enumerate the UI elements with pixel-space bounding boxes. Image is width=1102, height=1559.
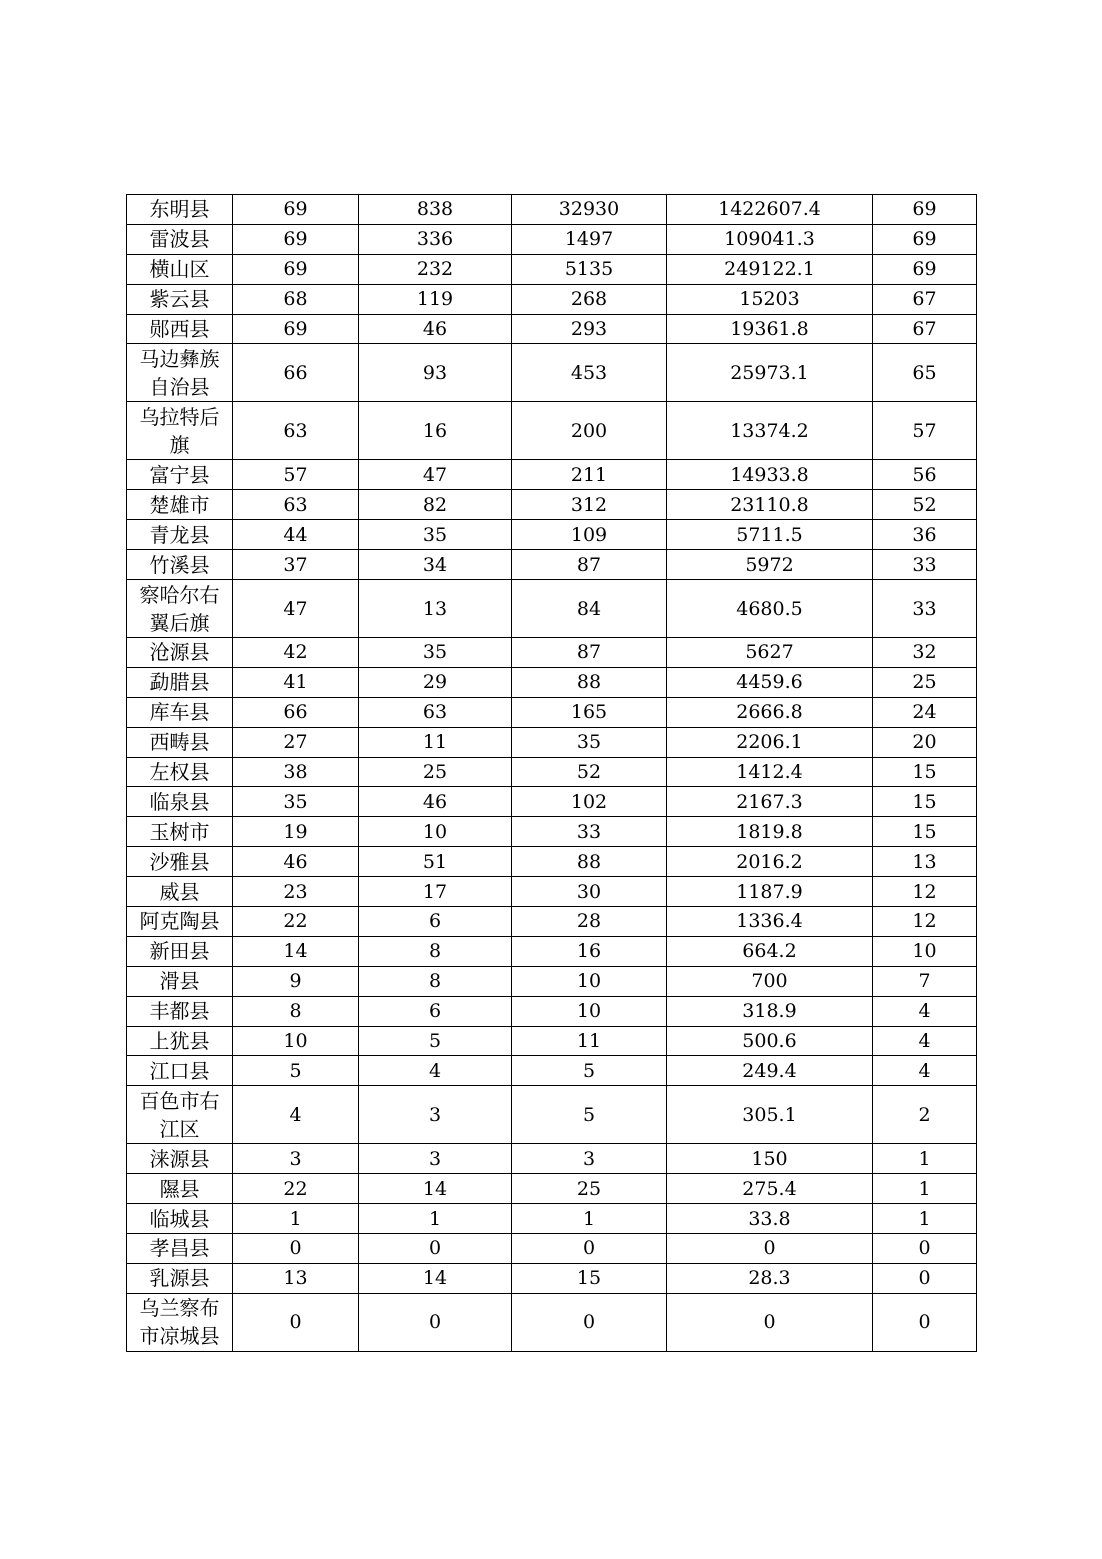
table-row bbox=[127, 460, 977, 490]
value-cell-c4: 2666.8 bbox=[667, 697, 873, 727]
county-name-cell: 新田县 bbox=[127, 936, 233, 966]
value-cell-c4: 150 bbox=[667, 1144, 873, 1174]
value-cell-c1: 0 bbox=[233, 1234, 359, 1264]
value-cell-c5: 69 bbox=[873, 195, 977, 225]
value-cell-c4: 664.2 bbox=[667, 936, 873, 966]
value-cell-c3: 0 bbox=[512, 1234, 667, 1264]
value-cell-c1: 22 bbox=[233, 1174, 359, 1204]
value-cell-c5: 13 bbox=[873, 847, 977, 877]
value-cell-c2: 34 bbox=[359, 550, 512, 580]
value-cell-c3: 268 bbox=[512, 284, 667, 314]
county-name-cell: 勐腊县 bbox=[127, 667, 233, 697]
value-cell-c2: 11 bbox=[359, 727, 512, 757]
value-cell-c3: 52 bbox=[512, 757, 667, 787]
value-cell-c4: 2206.1 bbox=[667, 727, 873, 757]
value-cell-c2: 1 bbox=[359, 1204, 512, 1234]
value-cell-c3: 10 bbox=[512, 996, 667, 1026]
value-cell-c5: 52 bbox=[873, 490, 977, 520]
value-cell-c4: 275.4 bbox=[667, 1174, 873, 1204]
value-cell-c4: 0 bbox=[667, 1234, 873, 1264]
value-cell-c4: 25973.1 bbox=[667, 344, 873, 402]
value-cell-c4: 28.3 bbox=[667, 1263, 873, 1293]
table-row bbox=[127, 520, 977, 550]
value-cell-c4: 1187.9 bbox=[667, 877, 873, 907]
value-cell-c4: 23110.8 bbox=[667, 490, 873, 520]
county-name-cell: 丰都县 bbox=[127, 996, 233, 1026]
value-cell-c1: 23 bbox=[233, 877, 359, 907]
value-cell-c2: 13 bbox=[359, 580, 512, 638]
value-cell-c2: 16 bbox=[359, 402, 512, 460]
value-cell-c2: 46 bbox=[359, 314, 512, 344]
table-row bbox=[127, 757, 977, 787]
value-cell-c2: 93 bbox=[359, 344, 512, 402]
value-cell-c1: 66 bbox=[233, 697, 359, 727]
value-cell-c5: 69 bbox=[873, 254, 977, 284]
table-row bbox=[127, 224, 977, 254]
value-cell-c1: 57 bbox=[233, 460, 359, 490]
value-cell-c4: 249.4 bbox=[667, 1056, 873, 1086]
table-row bbox=[127, 1174, 977, 1204]
value-cell-c1: 14 bbox=[233, 936, 359, 966]
value-cell-c2: 8 bbox=[359, 966, 512, 996]
value-cell-c3: 35 bbox=[512, 727, 667, 757]
county-name-cell: 富宁县 bbox=[127, 460, 233, 490]
county-name-cell: 郧西县 bbox=[127, 314, 233, 344]
county-name-cell: 威县 bbox=[127, 877, 233, 907]
value-cell-c1: 69 bbox=[233, 195, 359, 225]
table-row bbox=[127, 727, 977, 757]
county-name-cell: 楚雄市 bbox=[127, 490, 233, 520]
table-row bbox=[127, 1026, 977, 1056]
value-cell-c3: 10 bbox=[512, 966, 667, 996]
table-row bbox=[127, 877, 977, 907]
table-row bbox=[127, 254, 977, 284]
table-row bbox=[127, 490, 977, 520]
county-name-cell: 竹溪县 bbox=[127, 550, 233, 580]
county-name-cell: 隰县 bbox=[127, 1174, 233, 1204]
value-cell-c3: 33 bbox=[512, 817, 667, 847]
value-cell-c4: 14933.8 bbox=[667, 460, 873, 490]
value-cell-c4: 19361.8 bbox=[667, 314, 873, 344]
value-cell-c4: 249122.1 bbox=[667, 254, 873, 284]
value-cell-c3: 211 bbox=[512, 460, 667, 490]
value-cell-c1: 68 bbox=[233, 284, 359, 314]
value-cell-c3: 1 bbox=[512, 1204, 667, 1234]
value-cell-c5: 57 bbox=[873, 402, 977, 460]
county-name-cell: 百色市右江区 bbox=[127, 1086, 233, 1144]
county-name-cell: 阿克陶县 bbox=[127, 907, 233, 937]
value-cell-c1: 5 bbox=[233, 1056, 359, 1086]
value-cell-c1: 8 bbox=[233, 996, 359, 1026]
table-row bbox=[127, 936, 977, 966]
value-cell-c5: 20 bbox=[873, 727, 977, 757]
county-name-cell: 玉树市 bbox=[127, 817, 233, 847]
table-row bbox=[127, 1293, 977, 1351]
value-cell-c4: 4459.6 bbox=[667, 667, 873, 697]
value-cell-c3: 453 bbox=[512, 344, 667, 402]
table-row bbox=[127, 195, 977, 225]
value-cell-c2: 119 bbox=[359, 284, 512, 314]
value-cell-c1: 69 bbox=[233, 314, 359, 344]
value-cell-c1: 13 bbox=[233, 1263, 359, 1293]
value-cell-c5: 4 bbox=[873, 1056, 977, 1086]
table-row bbox=[127, 787, 977, 817]
value-cell-c2: 46 bbox=[359, 787, 512, 817]
value-cell-c1: 1 bbox=[233, 1204, 359, 1234]
county-name-cell: 东明县 bbox=[127, 195, 233, 225]
value-cell-c1: 47 bbox=[233, 580, 359, 638]
value-cell-c3: 5135 bbox=[512, 254, 667, 284]
value-cell-c3: 102 bbox=[512, 787, 667, 817]
value-cell-c4: 0 bbox=[667, 1293, 873, 1351]
value-cell-c5: 67 bbox=[873, 314, 977, 344]
value-cell-c4: 318.9 bbox=[667, 996, 873, 1026]
value-cell-c5: 10 bbox=[873, 936, 977, 966]
value-cell-c5: 0 bbox=[873, 1263, 977, 1293]
value-cell-c3: 28 bbox=[512, 907, 667, 937]
table-row bbox=[127, 402, 977, 460]
value-cell-c4: 5627 bbox=[667, 638, 873, 668]
value-cell-c5: 2 bbox=[873, 1086, 977, 1144]
value-cell-c5: 1 bbox=[873, 1174, 977, 1204]
table-row bbox=[127, 1086, 977, 1144]
table-row bbox=[127, 314, 977, 344]
value-cell-c4: 5972 bbox=[667, 550, 873, 580]
value-cell-c4: 33.8 bbox=[667, 1204, 873, 1234]
value-cell-c2: 51 bbox=[359, 847, 512, 877]
value-cell-c2: 336 bbox=[359, 224, 512, 254]
value-cell-c1: 0 bbox=[233, 1293, 359, 1351]
table-row bbox=[127, 996, 977, 1026]
value-cell-c1: 10 bbox=[233, 1026, 359, 1056]
value-cell-c1: 3 bbox=[233, 1144, 359, 1174]
value-cell-c3: 200 bbox=[512, 402, 667, 460]
value-cell-c3: 3 bbox=[512, 1144, 667, 1174]
value-cell-c2: 17 bbox=[359, 877, 512, 907]
value-cell-c1: 22 bbox=[233, 907, 359, 937]
value-cell-c5: 1 bbox=[873, 1144, 977, 1174]
value-cell-c2: 5 bbox=[359, 1026, 512, 1056]
value-cell-c1: 9 bbox=[233, 966, 359, 996]
value-cell-c4: 305.1 bbox=[667, 1086, 873, 1144]
value-cell-c5: 56 bbox=[873, 460, 977, 490]
value-cell-c1: 38 bbox=[233, 757, 359, 787]
value-cell-c1: 44 bbox=[233, 520, 359, 550]
value-cell-c4: 2016.2 bbox=[667, 847, 873, 877]
value-cell-c5: 1 bbox=[873, 1204, 977, 1234]
table-row bbox=[127, 550, 977, 580]
county-name-cell: 涞源县 bbox=[127, 1144, 233, 1174]
table-row bbox=[127, 580, 977, 638]
value-cell-c3: 109 bbox=[512, 520, 667, 550]
value-cell-c2: 14 bbox=[359, 1174, 512, 1204]
value-cell-c1: 41 bbox=[233, 667, 359, 697]
value-cell-c4: 13374.2 bbox=[667, 402, 873, 460]
county-name-cell: 滑县 bbox=[127, 966, 233, 996]
value-cell-c2: 4 bbox=[359, 1056, 512, 1086]
table-row bbox=[127, 284, 977, 314]
value-cell-c4: 1422607.4 bbox=[667, 195, 873, 225]
value-cell-c5: 0 bbox=[873, 1234, 977, 1264]
table-row bbox=[127, 907, 977, 937]
value-cell-c2: 47 bbox=[359, 460, 512, 490]
table-row bbox=[127, 344, 977, 402]
value-cell-c3: 16 bbox=[512, 936, 667, 966]
value-cell-c5: 24 bbox=[873, 697, 977, 727]
table-row bbox=[127, 1234, 977, 1264]
value-cell-c3: 87 bbox=[512, 550, 667, 580]
value-cell-c1: 46 bbox=[233, 847, 359, 877]
county-name-cell: 左权县 bbox=[127, 757, 233, 787]
value-cell-c1: 19 bbox=[233, 817, 359, 847]
value-cell-c4: 1412.4 bbox=[667, 757, 873, 787]
value-cell-c3: 84 bbox=[512, 580, 667, 638]
value-cell-c5: 36 bbox=[873, 520, 977, 550]
table-row bbox=[127, 1263, 977, 1293]
value-cell-c2: 25 bbox=[359, 757, 512, 787]
value-cell-c1: 35 bbox=[233, 787, 359, 817]
value-cell-c5: 67 bbox=[873, 284, 977, 314]
value-cell-c3: 11 bbox=[512, 1026, 667, 1056]
value-cell-c5: 15 bbox=[873, 787, 977, 817]
county-name-cell: 雷波县 bbox=[127, 224, 233, 254]
value-cell-c5: 12 bbox=[873, 907, 977, 937]
county-name-cell: 沙雅县 bbox=[127, 847, 233, 877]
value-cell-c1: 42 bbox=[233, 638, 359, 668]
value-cell-c3: 293 bbox=[512, 314, 667, 344]
county-name-cell: 临泉县 bbox=[127, 787, 233, 817]
value-cell-c4: 1336.4 bbox=[667, 907, 873, 937]
value-cell-c2: 14 bbox=[359, 1263, 512, 1293]
value-cell-c5: 69 bbox=[873, 224, 977, 254]
value-cell-c2: 3 bbox=[359, 1144, 512, 1174]
value-cell-c4: 15203 bbox=[667, 284, 873, 314]
value-cell-c5: 32 bbox=[873, 638, 977, 668]
value-cell-c1: 63 bbox=[233, 490, 359, 520]
value-cell-c3: 25 bbox=[512, 1174, 667, 1204]
county-name-cell: 孝昌县 bbox=[127, 1234, 233, 1264]
county-name-cell: 乳源县 bbox=[127, 1263, 233, 1293]
value-cell-c3: 32930 bbox=[512, 195, 667, 225]
county-name-cell: 上犹县 bbox=[127, 1026, 233, 1056]
county-name-cell: 库车县 bbox=[127, 697, 233, 727]
value-cell-c1: 66 bbox=[233, 344, 359, 402]
value-cell-c5: 25 bbox=[873, 667, 977, 697]
table-row bbox=[127, 1056, 977, 1086]
value-cell-c3: 30 bbox=[512, 877, 667, 907]
value-cell-c5: 7 bbox=[873, 966, 977, 996]
value-cell-c5: 33 bbox=[873, 580, 977, 638]
value-cell-c2: 63 bbox=[359, 697, 512, 727]
table-row bbox=[127, 638, 977, 668]
value-cell-c3: 88 bbox=[512, 847, 667, 877]
county-name-cell: 横山区 bbox=[127, 254, 233, 284]
county-name-cell: 察哈尔右翼后旗 bbox=[127, 580, 233, 638]
value-cell-c5: 65 bbox=[873, 344, 977, 402]
table-row bbox=[127, 966, 977, 996]
county-name-cell: 乌兰察布市凉城县 bbox=[127, 1293, 233, 1351]
county-name-cell: 临城县 bbox=[127, 1204, 233, 1234]
value-cell-c1: 27 bbox=[233, 727, 359, 757]
value-cell-c2: 0 bbox=[359, 1293, 512, 1351]
value-cell-c3: 87 bbox=[512, 638, 667, 668]
value-cell-c2: 82 bbox=[359, 490, 512, 520]
value-cell-c5: 4 bbox=[873, 1026, 977, 1056]
value-cell-c3: 0 bbox=[512, 1293, 667, 1351]
value-cell-c4: 1819.8 bbox=[667, 817, 873, 847]
county-name-cell: 马边彝族自治县 bbox=[127, 344, 233, 402]
table-row bbox=[127, 1144, 977, 1174]
value-cell-c5: 4 bbox=[873, 996, 977, 1026]
county-statistics-table bbox=[126, 194, 977, 1352]
value-cell-c2: 35 bbox=[359, 520, 512, 550]
value-cell-c2: 29 bbox=[359, 667, 512, 697]
table-row bbox=[127, 697, 977, 727]
county-name-cell: 江口县 bbox=[127, 1056, 233, 1086]
county-name-cell: 青龙县 bbox=[127, 520, 233, 550]
value-cell-c4: 2167.3 bbox=[667, 787, 873, 817]
value-cell-c2: 35 bbox=[359, 638, 512, 668]
value-cell-c3: 312 bbox=[512, 490, 667, 520]
value-cell-c5: 33 bbox=[873, 550, 977, 580]
value-cell-c5: 0 bbox=[873, 1293, 977, 1351]
value-cell-c1: 37 bbox=[233, 550, 359, 580]
value-cell-c5: 15 bbox=[873, 757, 977, 787]
value-cell-c5: 15 bbox=[873, 817, 977, 847]
value-cell-c3: 165 bbox=[512, 697, 667, 727]
table-row bbox=[127, 817, 977, 847]
value-cell-c3: 5 bbox=[512, 1086, 667, 1144]
value-cell-c1: 69 bbox=[233, 224, 359, 254]
value-cell-c2: 0 bbox=[359, 1234, 512, 1264]
value-cell-c2: 838 bbox=[359, 195, 512, 225]
value-cell-c3: 1497 bbox=[512, 224, 667, 254]
value-cell-c1: 4 bbox=[233, 1086, 359, 1144]
value-cell-c4: 700 bbox=[667, 966, 873, 996]
value-cell-c2: 6 bbox=[359, 907, 512, 937]
value-cell-c2: 10 bbox=[359, 817, 512, 847]
value-cell-c3: 88 bbox=[512, 667, 667, 697]
value-cell-c3: 15 bbox=[512, 1263, 667, 1293]
value-cell-c4: 500.6 bbox=[667, 1026, 873, 1056]
value-cell-c1: 63 bbox=[233, 402, 359, 460]
value-cell-c2: 6 bbox=[359, 996, 512, 1026]
value-cell-c3: 5 bbox=[512, 1056, 667, 1086]
value-cell-c2: 8 bbox=[359, 936, 512, 966]
county-name-cell: 西畴县 bbox=[127, 727, 233, 757]
table-row bbox=[127, 667, 977, 697]
value-cell-c4: 4680.5 bbox=[667, 580, 873, 638]
value-cell-c1: 69 bbox=[233, 254, 359, 284]
county-name-cell: 乌拉特后旗 bbox=[127, 402, 233, 460]
county-name-cell: 沧源县 bbox=[127, 638, 233, 668]
value-cell-c2: 232 bbox=[359, 254, 512, 284]
value-cell-c2: 3 bbox=[359, 1086, 512, 1144]
table-row bbox=[127, 847, 977, 877]
value-cell-c4: 109041.3 bbox=[667, 224, 873, 254]
value-cell-c5: 12 bbox=[873, 877, 977, 907]
table-row bbox=[127, 1204, 977, 1234]
value-cell-c4: 5711.5 bbox=[667, 520, 873, 550]
county-name-cell: 紫云县 bbox=[127, 284, 233, 314]
table-body bbox=[127, 195, 977, 1352]
